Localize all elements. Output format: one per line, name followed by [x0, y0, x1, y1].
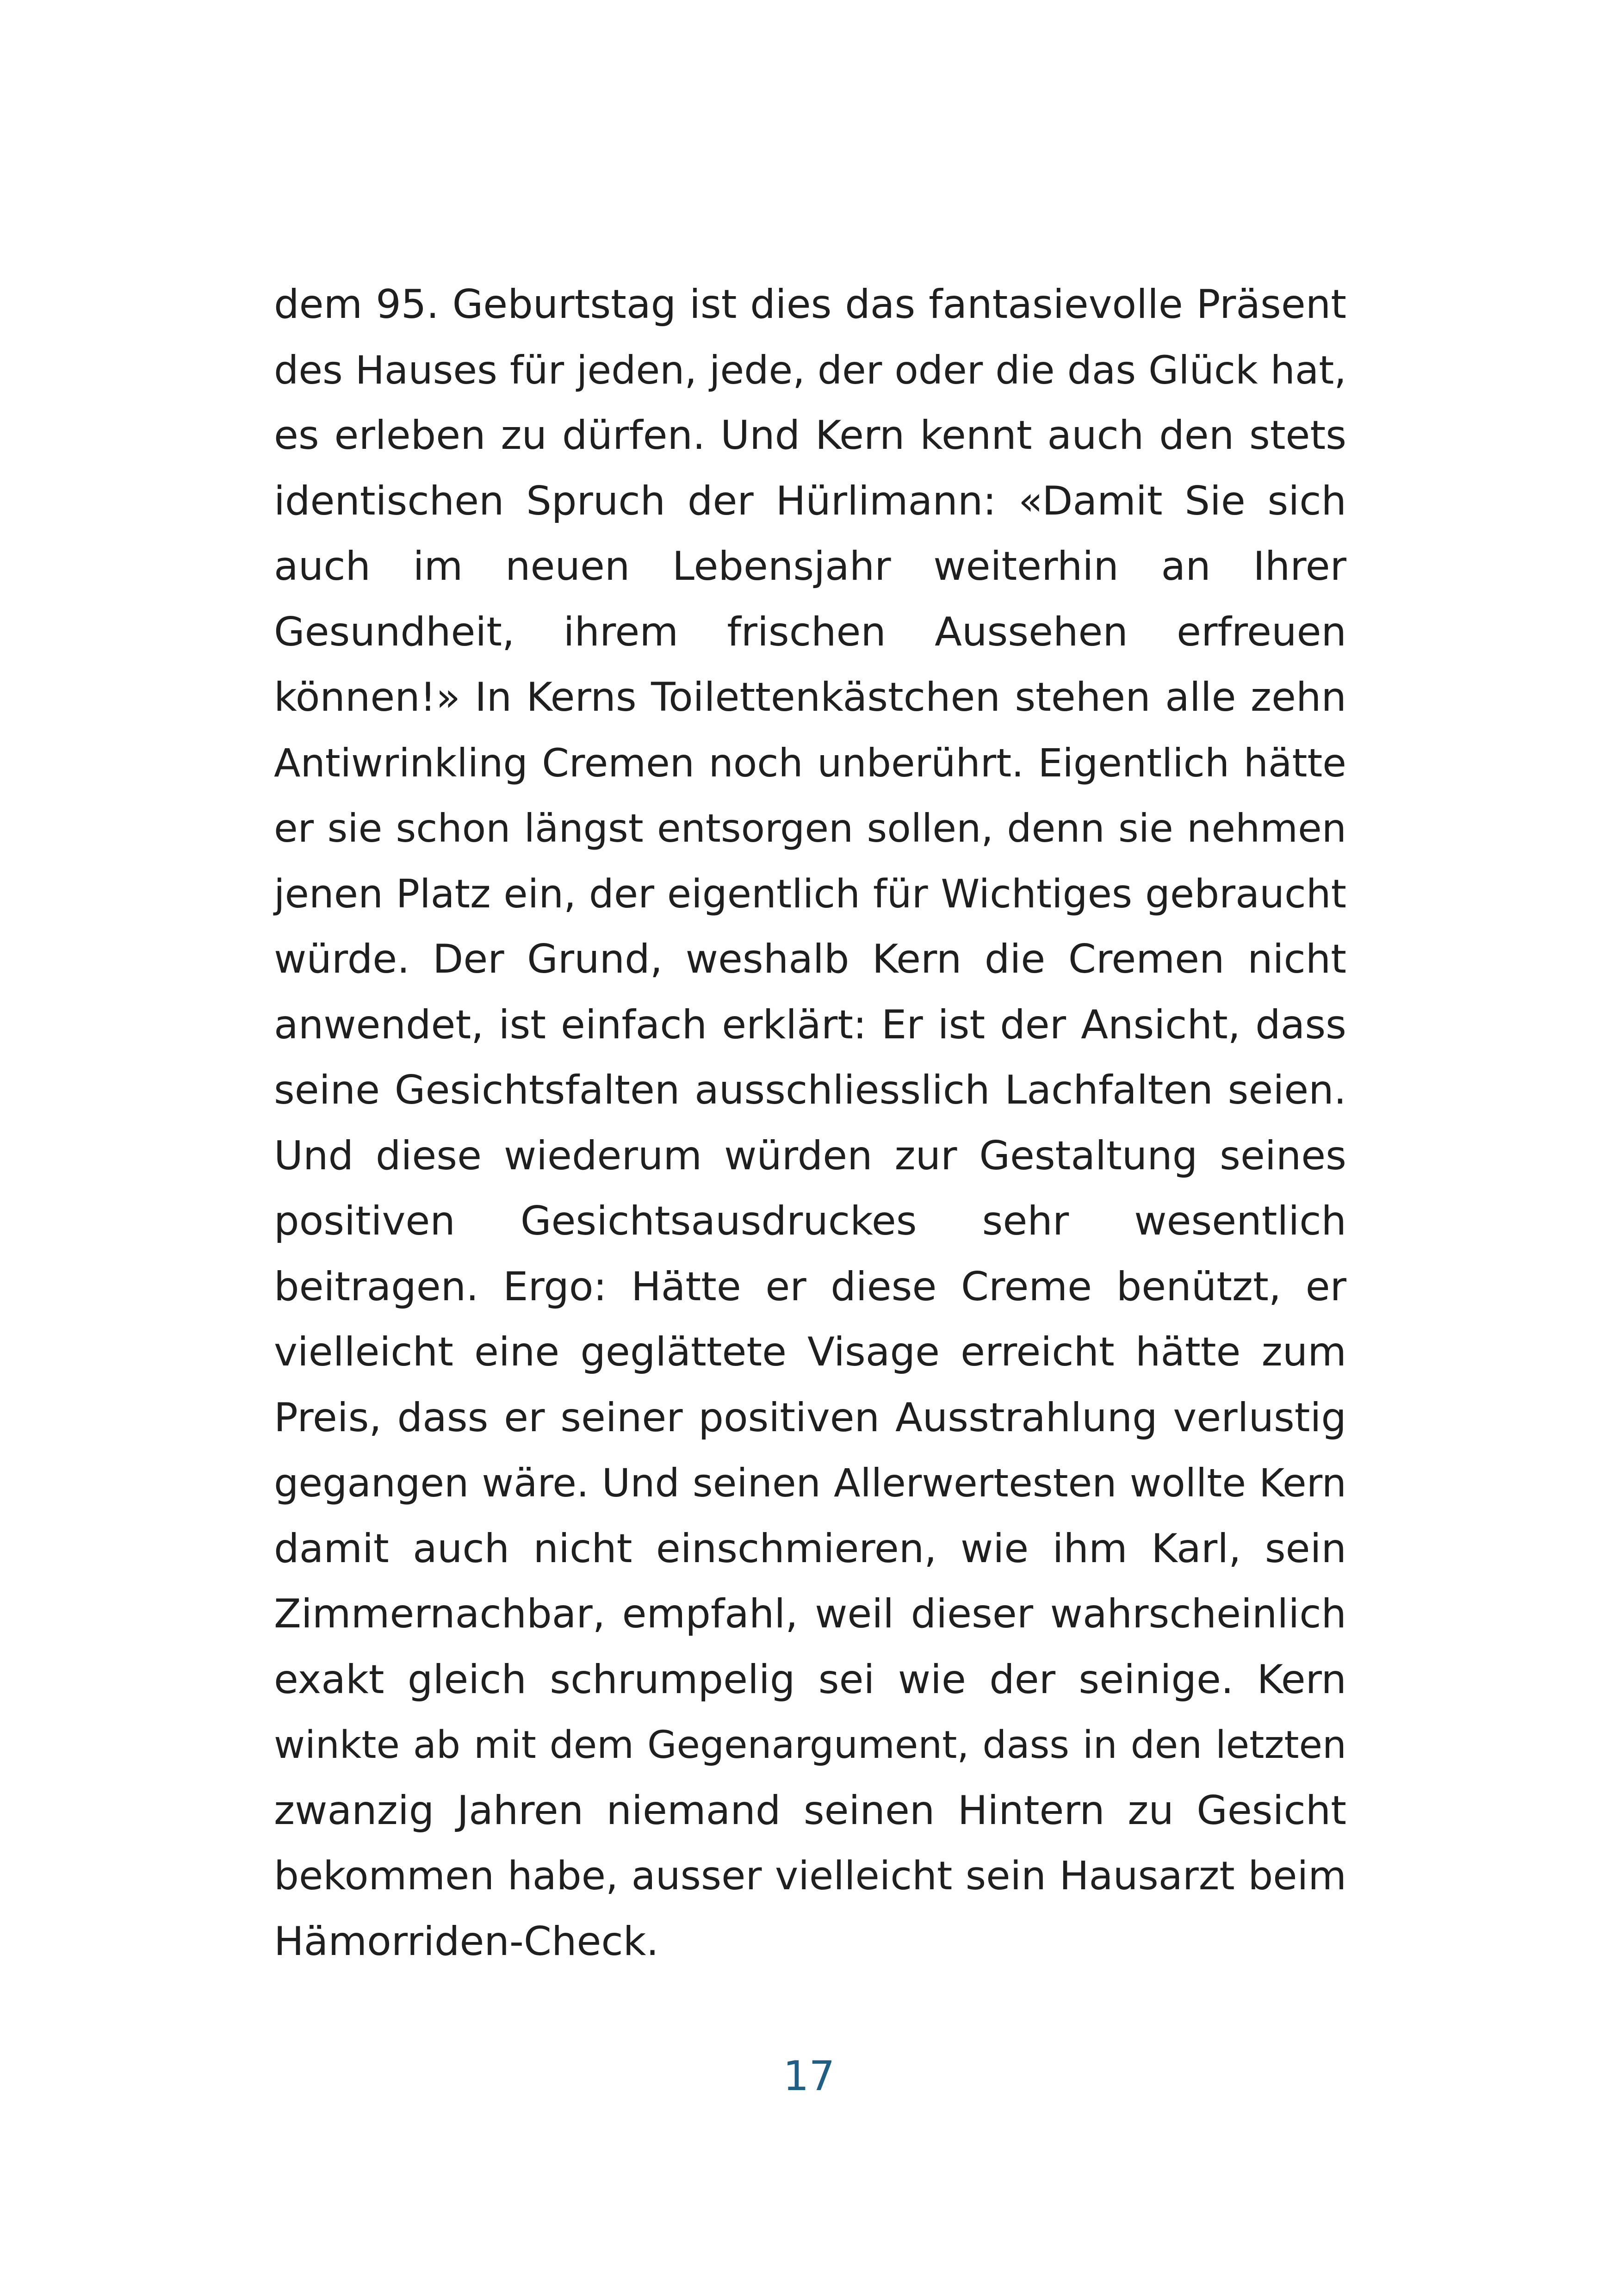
text-line: Preis, dass er seiner positiven Ausstrahlung verlustig: [274, 1394, 1346, 1441]
text-line: exakt gleich schrumpelig sei wie der seinige. Kern: [274, 1656, 1346, 1703]
text-line: Zimmernachbar, empfahl, weil dieser wahrscheinlich: [274, 1591, 1346, 1637]
text-line: gegangen wäre. Und seinen Allerwertesten wollte Kern: [274, 1460, 1346, 1506]
text-line: Antiwrinkling Cremen noch unberührt. Eigentlich hätte: [274, 740, 1346, 786]
text-line: seine Gesichtsfalten ausschliesslich Lachfalten seien.: [274, 1067, 1346, 1113]
text-line: bekommen habe, ausser vielleicht sein Hausarzt beim: [274, 1853, 1346, 1899]
text-line: anwendet, ist einfach erklärt: Er ist der Ansicht, dass: [274, 1001, 1346, 1048]
text-line: können!» In Kerns Toilettenkästchen stehen alle zehn: [274, 674, 1346, 720]
text-line: identischen Spruch der Hürlimann: «Damit Sie sich: [274, 478, 1346, 524]
text-line: Hämorriden-Check.: [274, 1918, 659, 1965]
text-line: jenen Platz ein, der eigentlich für Wichtiges gebraucht: [274, 871, 1346, 917]
text-line: er sie schon längst entsorgen sollen, denn sie nehmen: [274, 806, 1346, 851]
page-number: 17: [783, 2052, 835, 2100]
text-line: zwanzig Jahren niemand seinen Hintern zu Gesicht: [274, 1787, 1346, 1834]
text-line: winkte ab mit dem Gegenargument, dass in den letzten: [274, 1723, 1346, 1767]
text-line: vielleicht eine geglättete Visage erreicht hätte zum: [274, 1329, 1346, 1375]
text-line: auch im neuen Lebensjahr weiterhin an Ihrer: [274, 543, 1346, 590]
text-line: damit auch nicht einschmieren, wie ihm Karl, sein: [274, 1525, 1346, 1572]
text-line: dem 95. Geburtstag ist dies das fantasievolle Präsent: [274, 281, 1346, 328]
text-line: es erleben zu dürfen. Und Kern kennt auch den stets: [274, 412, 1346, 459]
text-line: Gesundheit, ihrem frischen Aussehen erfreuen: [274, 608, 1346, 655]
text-line: positiven Gesichtsausdruckes sehr wesentlich: [274, 1198, 1346, 1244]
body-text: [274, 272, 1346, 1974]
text-line: würde. Der Grund, weshalb Kern die Cremen nicht: [274, 936, 1346, 982]
text-line: beitragen. Ergo: Hätte er diese Creme benützt, er: [274, 1263, 1346, 1310]
text-line: Und diese wiederum würden zur Gestaltung seines: [274, 1132, 1346, 1179]
text-line: des Hauses für jeden, jede, der oder die das Glück hat,: [274, 347, 1346, 393]
